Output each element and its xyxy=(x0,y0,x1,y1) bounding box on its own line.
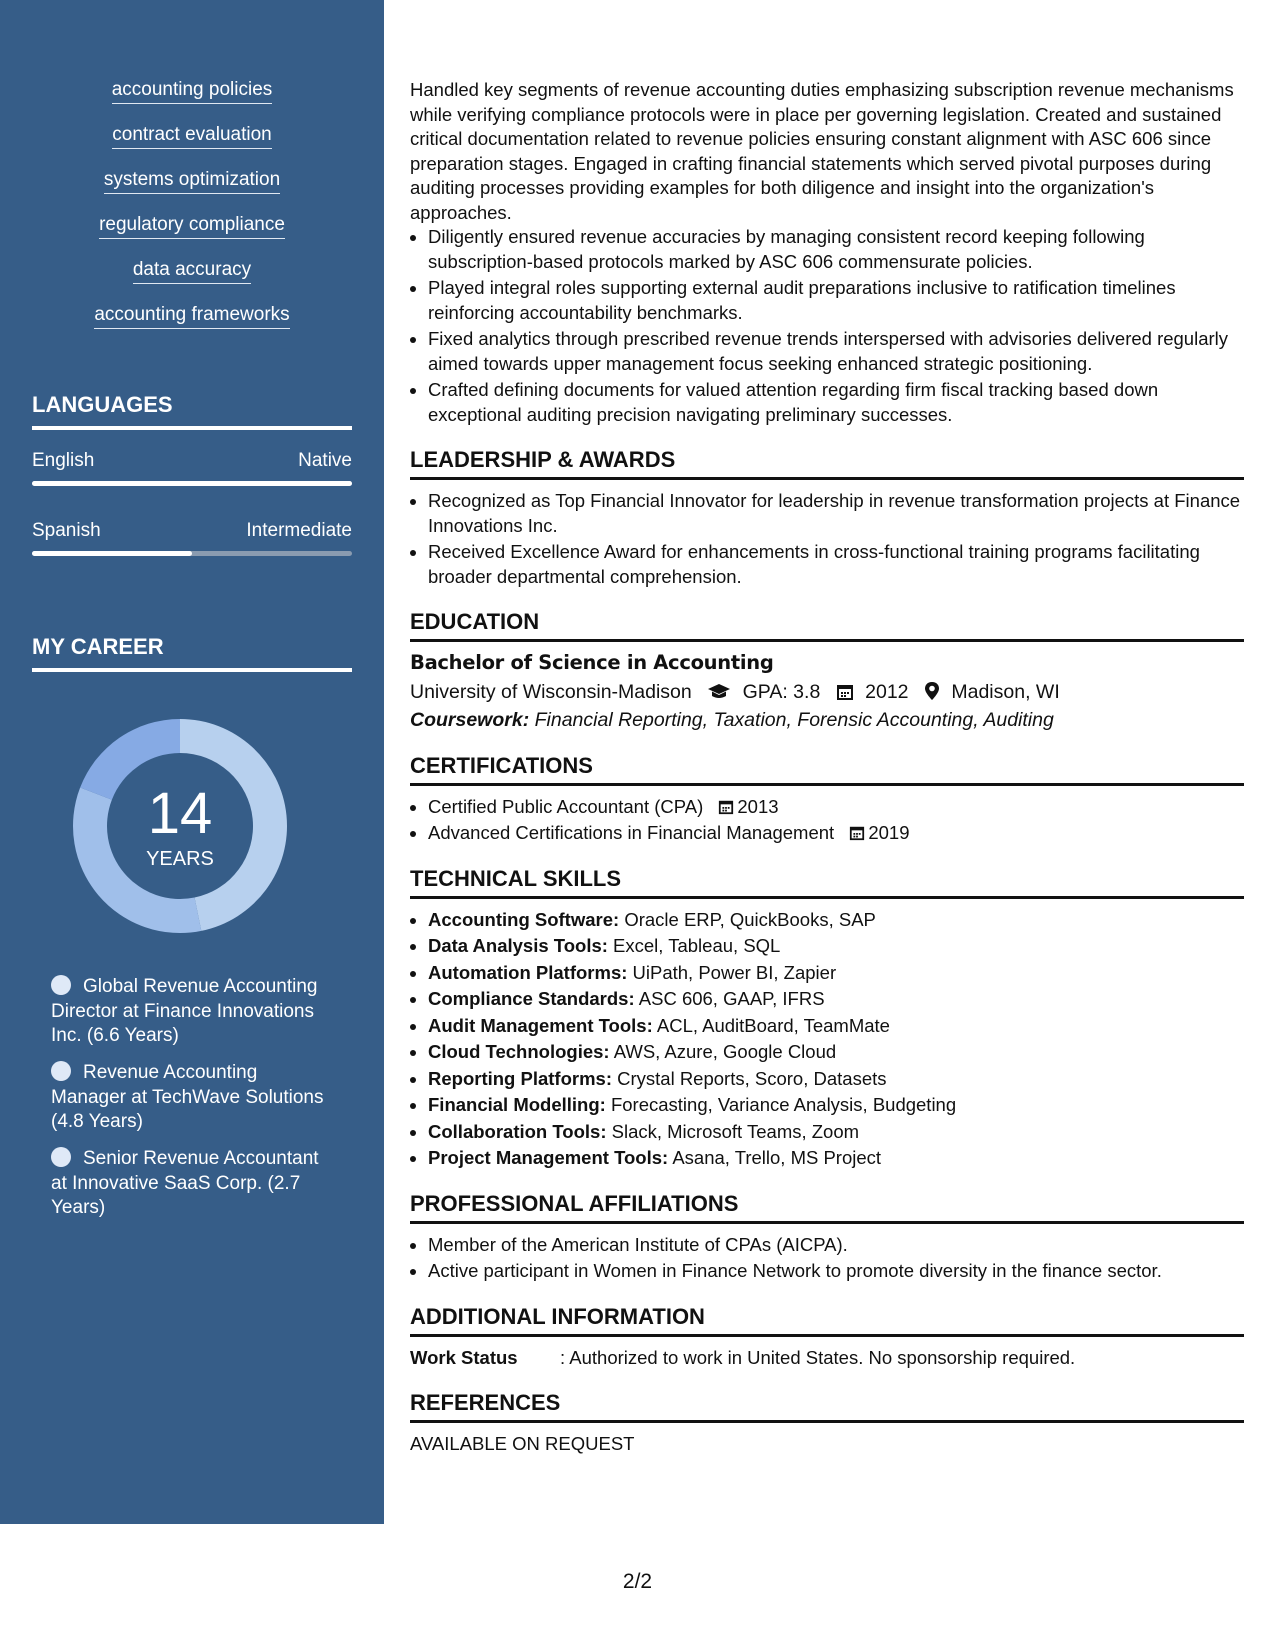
languages-heading: LANGUAGES xyxy=(32,392,352,430)
language-level-bar xyxy=(32,481,352,486)
career-item-text: Revenue Accounting Manager at TechWave Solutions (4.8 Years) xyxy=(51,1062,324,1132)
tech-skill-label: Financial Modelling: xyxy=(428,1094,606,1115)
tech-skill-value: Slack, Microsoft Teams, Zoom xyxy=(611,1120,860,1142)
school-location: Madison, WI xyxy=(951,680,1060,703)
tech-skill-item xyxy=(428,1014,1244,1039)
references-heading: REFERENCES xyxy=(410,1389,1244,1423)
experience-bullet: • Fixed analytics through prescribed revenue trends interspersed with advisories delivered regularly aimed towards upper management focus seeking enhanced strategic positioning. xyxy=(428,327,1244,376)
calendar-icon xyxy=(849,825,865,841)
experience-bullet: • Diligently ensured revenue accuracies by managing consistent record keeping following subscription-based protocols marked by ASC 606 commensurate policies. xyxy=(428,225,1244,274)
language-level-bar xyxy=(32,551,352,556)
experience-bullets xyxy=(410,225,1244,427)
career-total-years: 14 xyxy=(147,781,213,846)
certification-item xyxy=(428,795,1244,820)
leadership-item: • Recognized as Top Financial Innovator for leadership in revenue transformation projects at Finance Innovations Inc. xyxy=(428,489,1244,538)
tech-skill-label: Data Analysis Tools: xyxy=(428,935,608,956)
certification-name: Advanced Certifications in Financial Management xyxy=(428,822,835,843)
certification-item xyxy=(428,821,1244,846)
skill-tag: data accuracy xyxy=(133,258,251,284)
tech-skill-label: Reporting Platforms: xyxy=(428,1067,612,1089)
tech-skill-value: ACL, AuditBoard, TeamMate xyxy=(656,1014,890,1036)
location-pin-icon xyxy=(924,681,940,701)
career-legend-dot xyxy=(51,1061,71,1081)
gpa: GPA: 3.8 xyxy=(742,680,821,703)
additional-info-heading: ADDITIONAL INFORMATION xyxy=(410,1303,1244,1337)
tech-skill-label: Compliance Standards: xyxy=(428,988,635,1009)
tech-skill-item xyxy=(428,1146,1244,1171)
language-level-fill xyxy=(32,551,192,556)
sidebar xyxy=(0,0,384,1524)
tech-skill-value: Forecasting, Variance Analysis, Budgeting xyxy=(610,1094,957,1115)
skill-tag: contract evaluation xyxy=(112,123,272,149)
career-item-text: Senior Revenue Accountant at Innovative SaaS Corp. (2.7 Years) xyxy=(51,1148,319,1218)
language-name: Spanish xyxy=(32,520,101,541)
tech-skill-value: Excel, Tableau, SQL xyxy=(613,935,781,956)
career-legend-dot xyxy=(51,1147,71,1167)
coursework-label: Coursework: xyxy=(410,709,530,731)
tech-skill-item xyxy=(428,987,1244,1012)
language-row xyxy=(32,520,352,542)
affiliations-heading: PROFESSIONAL AFFILIATIONS xyxy=(410,1190,1244,1224)
tech-skill-label: Cloud Technologies: xyxy=(428,1041,610,1062)
experience-bullet: • Crafted defining documents for valued attention regarding firm fiscal tracking based down exceptional auditing precision navigating preliminary successes. xyxy=(428,378,1244,427)
tech-skill-value: Crystal Reports, Scoro, Datasets xyxy=(617,1067,887,1089)
experience-bullet: • Played integral roles supporting external audit preparations inclusive to ratification timelines reinforcing accountability benchmarks. xyxy=(428,276,1244,325)
graduation-cap-icon xyxy=(707,683,731,701)
tech-skill-value: ASC 606, GAAP, IFRS xyxy=(638,988,825,1009)
coursework xyxy=(410,708,1244,733)
tech-skill-label: Accounting Software: xyxy=(428,908,620,930)
tech-skill-item xyxy=(428,1093,1244,1118)
certification-name: Certified Public Accountant (CPA) xyxy=(428,795,704,817)
language-level: Native xyxy=(298,450,352,471)
tech-skill-value: Oracle ERP, QuickBooks, SAP xyxy=(624,908,876,930)
career-item-text: Global Revenue Accounting Director at Finance Innovations Inc. (6.6 Years) xyxy=(51,976,318,1046)
career-legend-dot xyxy=(51,975,71,995)
tech-skill-value: Asana, Trello, MS Project xyxy=(672,1147,882,1168)
education-heading: EDUCATION xyxy=(410,608,1244,642)
leadership-list xyxy=(410,489,1244,589)
school-name: University of Wisconsin-Madison xyxy=(410,680,692,703)
work-status-row xyxy=(410,1346,1244,1371)
language-level-fill xyxy=(32,481,352,486)
skill-tag: regulatory compliance xyxy=(99,213,285,239)
tech-skill-item xyxy=(428,1120,1244,1145)
experience-summary: Handled key segments of revenue accounting duties emphasizing subscription revenue mechanisms while verifying compliance protocols were in place per governing legislation. Created and sustained critical documentation related to revenue policies ensuring constant alignment with ASC 606 since preparation stages. Engaged in crafting financial statements which served pivotal purposes during auditing processes providing examples for both diligence and insight into the organization's approaches. xyxy=(410,79,1234,223)
certification-year: 2019 xyxy=(868,822,910,843)
language-name: English xyxy=(32,450,95,471)
tech-skill-item xyxy=(428,934,1244,959)
education-details xyxy=(410,680,1244,705)
tech-skill-item xyxy=(428,1040,1244,1065)
tech-skill-item xyxy=(428,961,1244,986)
tech-skill-label: Project Management Tools: xyxy=(428,1147,669,1168)
skill-tag: accounting frameworks xyxy=(94,303,289,329)
tech-skill-value: UiPath, Power BI, Zapier xyxy=(632,961,837,983)
tech-skill-item xyxy=(428,908,1244,933)
career-item xyxy=(51,975,331,1049)
technical-skills-heading: TECHNICAL SKILLS xyxy=(410,865,1244,899)
tech-skill-value: AWS, Azure, Google Cloud xyxy=(613,1041,837,1062)
calendar-icon xyxy=(836,683,854,701)
certification-year: 2013 xyxy=(737,795,779,817)
skill-tag: systems optimization xyxy=(104,168,280,194)
graduation-year: 2012 xyxy=(865,680,909,703)
leadership-item: • Received Excellence Award for enhancements in cross-functional training programs facilitating broader departmental comprehension. xyxy=(428,540,1244,589)
leadership-heading: LEADERSHIP & AWARDS xyxy=(410,446,1244,480)
certification-date xyxy=(708,796,778,817)
tech-skill-item xyxy=(428,1067,1244,1092)
affiliations-list xyxy=(410,1233,1244,1284)
main-content xyxy=(410,78,1244,1457)
career-item xyxy=(51,1061,331,1135)
language-level: Intermediate xyxy=(246,520,352,541)
tech-skill-label: Automation Platforms: xyxy=(428,961,628,983)
career-donut-chart xyxy=(67,713,293,939)
certifications-heading: CERTIFICATIONS xyxy=(410,752,1244,786)
technical-skills-list xyxy=(410,908,1244,1171)
work-status-label: Work Status xyxy=(410,1346,518,1368)
tech-skill-label: Collaboration Tools: xyxy=(428,1120,607,1142)
career-item xyxy=(51,1147,331,1221)
career-heading: MY CAREER xyxy=(32,634,352,672)
coursework-list: Financial Reporting, Taxation, Forensic Accounting, Auditing xyxy=(534,709,1054,731)
language-row xyxy=(32,450,352,472)
tech-skill-label: Audit Management Tools: xyxy=(428,1014,653,1036)
certifications-list xyxy=(410,795,1244,846)
degree-title: Bachelor of Science in Accounting xyxy=(410,651,774,674)
affiliation-item: • Active participant in Women in Finance Network to promote diversity in the finance sector. xyxy=(428,1259,1244,1284)
calendar-icon xyxy=(718,799,734,815)
page-number: 2/2 xyxy=(622,1570,653,1593)
references-value: AVAILABLE ON REQUEST xyxy=(410,1433,635,1454)
skills-list xyxy=(0,78,384,348)
skill-tag: accounting policies xyxy=(112,78,273,104)
career-years-unit: YEARS xyxy=(146,848,214,870)
certification-date xyxy=(839,822,909,843)
affiliation-item: • Member of the American Institute of CPAs (AICPA). xyxy=(428,1233,1244,1258)
work-status-value: : Authorized to work in United States. No sponsorship required. xyxy=(560,1346,1076,1368)
